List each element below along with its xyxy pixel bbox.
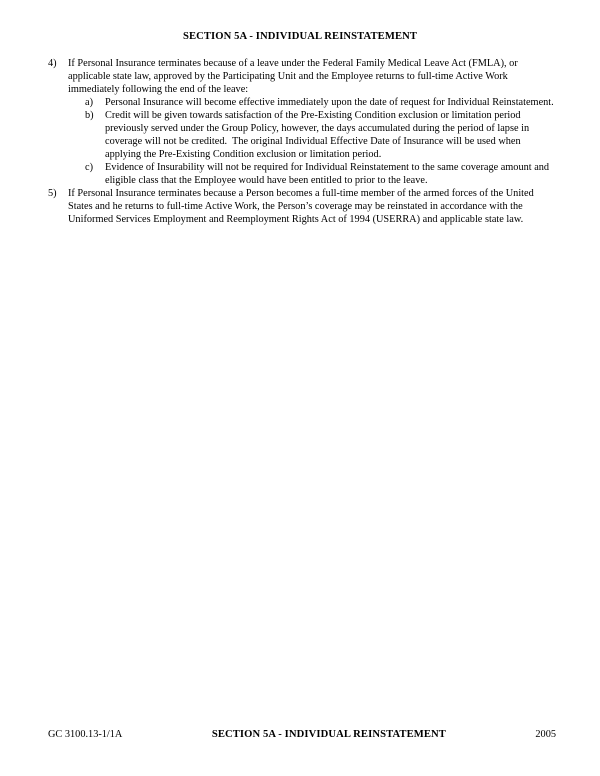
list-subitem-c bbox=[68, 161, 557, 187]
page-footer bbox=[48, 728, 556, 741]
item-text: If Personal Insurance terminates because of a leave under the Federal Family Medical Leave Act (FMLA), or applicable state law, approved by the Participating Unit and the Employee returns to full-time Active Work immediately following the end of the leave: bbox=[68, 58, 521, 95]
list-item-5 bbox=[48, 187, 557, 226]
list-subitem-a bbox=[68, 96, 557, 109]
item-content bbox=[68, 187, 557, 226]
item-number: 5) bbox=[48, 188, 57, 199]
item-content bbox=[68, 57, 557, 187]
subitem-text: Evidence of Insurability will not be required for Individual Reinstatement to the same coverage amount and eligible class that the Employee would have been entitled to prior to the leave. bbox=[105, 162, 552, 186]
page-header bbox=[0, 0, 600, 43]
subitem-letter: b) bbox=[85, 110, 94, 121]
page-title: SECTION 5A - INDIVIDUAL REINSTATEMENT bbox=[182, 31, 418, 42]
footer-year: 2005 bbox=[535, 729, 556, 740]
subitem-text: Credit will be given towards satisfaction of the Pre-Existing Condition exclusion or limitation period previously served under the Group Policy, however, the days accumulated during the period of lapse in coverage will not be credited. The original Individual Effective Date of Insurance will be used when applying the Pre-Existing Condition exclusion or limitation period. bbox=[105, 110, 532, 160]
footer-document-code: GC 3100.13-1/1A bbox=[48, 729, 123, 740]
footer-section-title: SECTION 5A - INDIVIDUAL REINSTATEMENT bbox=[211, 729, 446, 740]
subitem-letter: a) bbox=[85, 97, 93, 108]
list-item-4 bbox=[48, 57, 557, 187]
item-text: If Personal Insurance terminates because a Person becomes a full-time member of the armed forces of the United States and he returns to full-time Active Work, the Person’s coverage may be reinstated in accordance with the Uniformed Services Employment and Reemployment Rights Act of 1994 (USERRA) and applicable state law. bbox=[68, 188, 537, 225]
document-body bbox=[0, 43, 600, 226]
subitem-letter: c) bbox=[85, 162, 93, 173]
item-number: 4) bbox=[48, 58, 57, 69]
subitem-text: Personal Insurance will become effective immediately upon the date of request for Individual Reinstatement. bbox=[105, 97, 554, 108]
list-subitem-b bbox=[68, 109, 557, 161]
